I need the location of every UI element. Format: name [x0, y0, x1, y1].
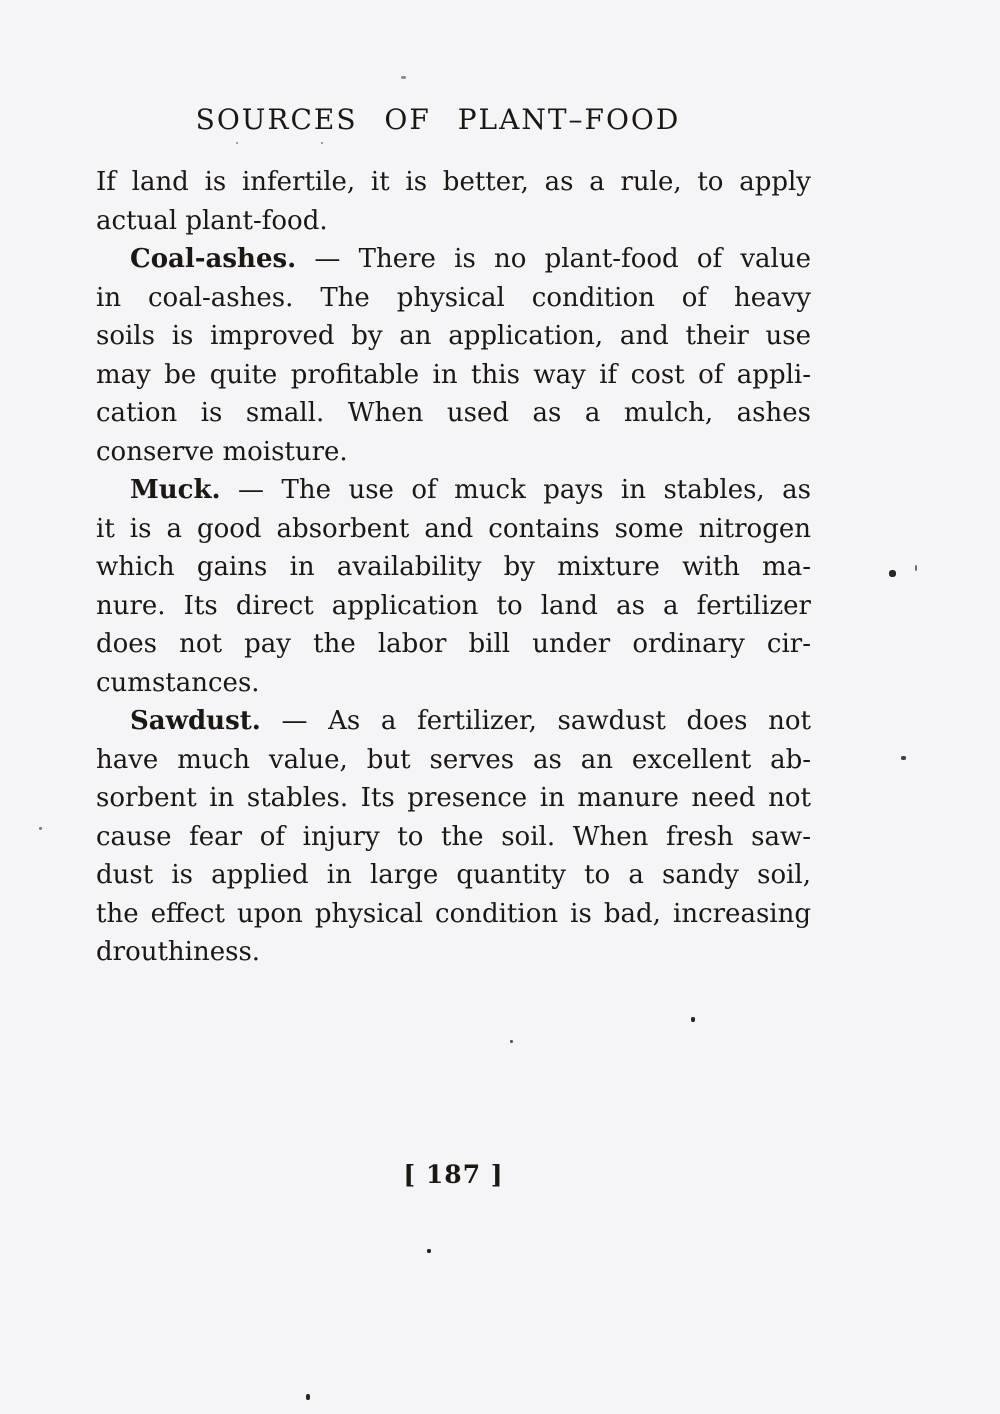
text-line: [96, 471, 811, 510]
term-lead-muck: Muck.: [130, 475, 221, 505]
text-line: cation is small. When used as a mulch, ashes: [96, 398, 811, 428]
text-line: soils is improved by an application, and their use: [96, 321, 811, 351]
paragraph-coal-ashes: [96, 240, 811, 471]
page-title: SOURCES OF PLANT–FOOD: [195, 103, 681, 136]
text-line: cumstances.: [96, 667, 260, 698]
scan-speck: [236, 142, 238, 144]
text-line: [96, 702, 811, 741]
scan-speck: [915, 565, 917, 571]
scan-speck: [510, 1040, 513, 1043]
scan-speck: [321, 142, 323, 144]
text-line: in coal-ashes. The physical condition of heavy: [96, 282, 811, 313]
scan-speck: [691, 1017, 695, 1022]
text-line: may be quite profitable in this way if cost of appli-: [96, 359, 811, 390]
text-line: the effect upon physical condition is bad, increasing: [96, 898, 811, 929]
text-run: — There is no plant-food of value: [296, 244, 811, 274]
term-lead-coal-ashes: Coal-ashes.: [130, 244, 297, 274]
text-line: which gains in availability by mixture with ma-: [96, 552, 811, 582]
text-run: — The use of muck pays in stables, as: [220, 475, 811, 505]
text-line: actual plant-food.: [96, 205, 328, 236]
text-line: sorbent in stables. Its presence in manure need not: [96, 783, 811, 813]
paragraph-intro: [96, 163, 811, 240]
text-run: — As a fertilizer, sawdust does not: [260, 706, 811, 736]
scan-speck: [901, 756, 906, 760]
scan-speck: [401, 76, 406, 79]
scan-speck: [39, 827, 42, 830]
text-line: cause fear of injury to the soil. When fresh saw-: [96, 821, 811, 852]
text-line: have much value, but serves as an excellent ab-: [96, 744, 811, 775]
text-line: dust is applied in large quantity to a sandy soil,: [96, 860, 811, 890]
text-line: nure. Its direct application to land as a fertilizer: [96, 590, 811, 621]
text-line: it is a good absorbent and contains some nitrogen: [96, 513, 811, 544]
text-line: conserve moisture.: [96, 436, 348, 467]
scan-speck: [306, 1394, 310, 1400]
term-lead-sawdust: Sawdust.: [130, 706, 261, 736]
page-number: [ 187 ]: [403, 1160, 504, 1189]
text-line: [96, 240, 811, 279]
paragraph-muck: [96, 471, 811, 702]
text-block: [96, 163, 811, 972]
text-line: If land is infertile, it is better, as a rule, to apply: [96, 167, 811, 197]
text-line: does not pay the labor bill under ordinary cir-: [96, 629, 811, 659]
paragraph-sawdust: [96, 702, 811, 972]
text-line: drouthiness.: [96, 937, 261, 967]
scan-speck: [889, 570, 896, 577]
scan-speck: [427, 1249, 431, 1253]
